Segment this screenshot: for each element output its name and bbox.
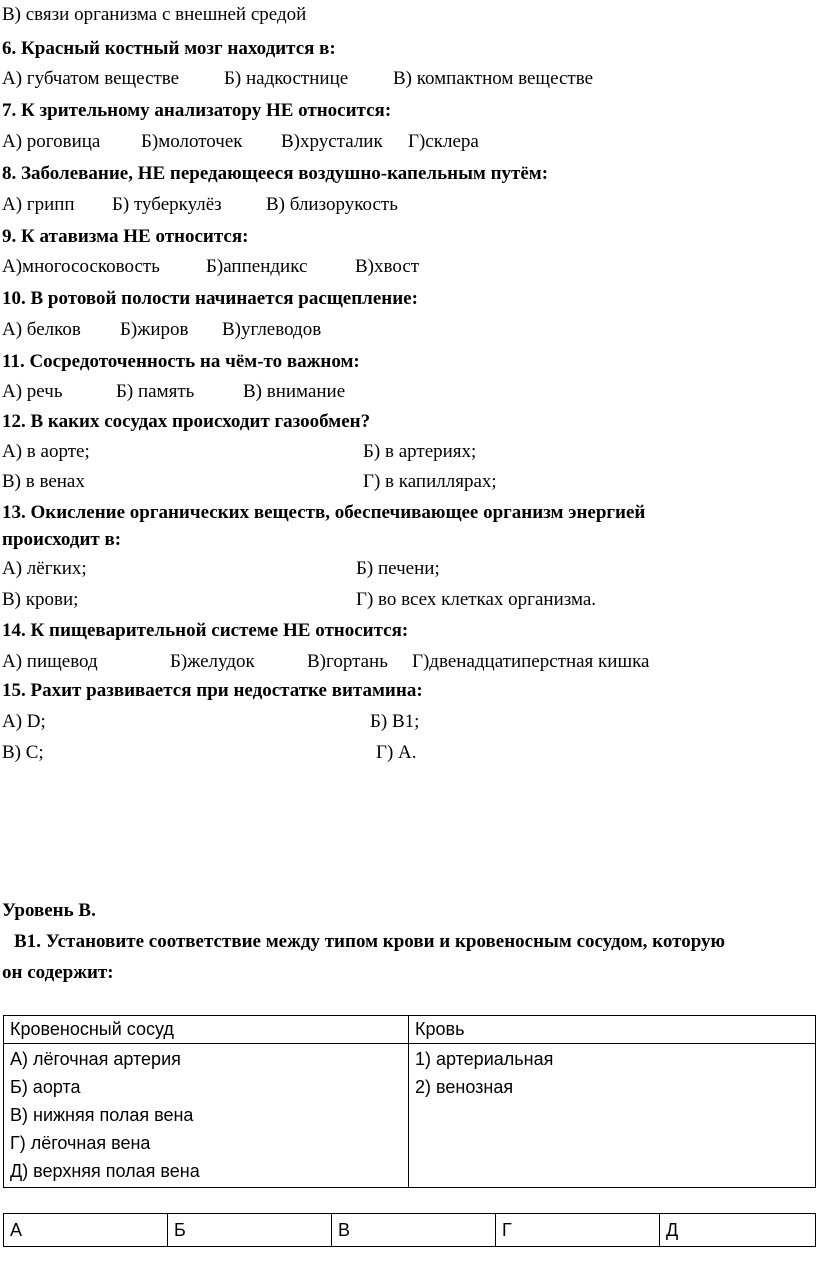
- q9-option-a: А)многососковость: [2, 256, 160, 277]
- q13-option-b: Б) печени;: [356, 558, 440, 579]
- q15-option-a: А) D;: [2, 711, 46, 732]
- q8-option-b: Б) туберкулёз: [112, 194, 222, 215]
- q13-option-c: В) крови;: [2, 589, 79, 610]
- q11-option-a: А) речь: [2, 381, 63, 402]
- blood-list: [409, 1044, 816, 1188]
- question-9: 9. К атавизма НЕ относится:: [2, 226, 249, 247]
- table-header-row: [4, 1016, 816, 1044]
- question-7: 7. К зрительному анализатору НЕ относится:: [2, 100, 392, 121]
- q13-option-d: Г) во всех клетках организма.: [356, 589, 597, 610]
- q7-option-d: Г)склера: [408, 131, 479, 152]
- header-blood: Кровь: [409, 1016, 816, 1044]
- q7-option-c: В)хрусталик: [281, 131, 383, 152]
- answer-option-line: В) связи организма с внешней средой: [2, 4, 307, 25]
- q9-option-b: Б)аппендикс: [206, 256, 308, 277]
- answer-cell-e[interactable]: Д: [660, 1214, 816, 1247]
- answer-cell-c[interactable]: В: [332, 1214, 496, 1247]
- q11-option-b: Б) память: [116, 381, 195, 402]
- question-6: 6. Красный костный мозг находится в:: [2, 38, 336, 59]
- list-item: 2) венозная: [415, 1077, 514, 1097]
- q15-option-b: Б) В1;: [370, 711, 420, 732]
- q12-option-d: Г) в капиллярах;: [363, 471, 497, 492]
- q6-option-c: В) компактном веществе: [393, 68, 594, 89]
- q11-option-c: В) внимание: [243, 381, 346, 402]
- answer-table: [3, 1213, 816, 1247]
- list-item: Д) верхняя полая вена: [10, 1161, 200, 1181]
- question-14: 14. К пищеварительной системе НЕ относится:: [2, 620, 409, 641]
- q10-option-c: В)углеводов: [222, 319, 322, 340]
- list-item: В) нижняя полая вена: [10, 1105, 194, 1125]
- answer-cell-d[interactable]: Г: [496, 1214, 660, 1247]
- q9-option-c: В)хвост: [355, 256, 420, 277]
- question-15: 15. Рахит развивается при недостатке витамина:: [2, 680, 423, 701]
- q6-option-b: Б) надкостнице: [224, 68, 349, 89]
- answer-row: [4, 1214, 816, 1247]
- q14-option-d: Г)двенадцатиперстная кишка: [412, 651, 650, 672]
- q14-option-b: Б)желудок: [170, 651, 255, 672]
- answer-cell-a[interactable]: А: [4, 1214, 168, 1247]
- q8-option-c: В) близорукость: [266, 194, 398, 215]
- section-heading: Уровень В.: [2, 900, 96, 921]
- question-10: 10. В ротовой полости начинается расщепление:: [2, 288, 418, 309]
- q8-option-a: А) грипп: [2, 194, 75, 215]
- question-12: 12. В каких сосудах происходит газообмен?: [2, 411, 371, 432]
- vessel-list: [4, 1044, 409, 1188]
- task-b1: [14, 930, 725, 954]
- q12-option-a: А) в аорте;: [2, 441, 90, 462]
- q15-option-d: Г) А.: [376, 742, 417, 763]
- task-b1-label: В1: [14, 931, 37, 952]
- q6-option-a: А) губчатом веществе: [2, 68, 180, 89]
- q7-option-a: А) роговица: [2, 131, 101, 152]
- q10-option-a: А) белков: [2, 319, 81, 340]
- q15-option-c: В) С;: [2, 742, 44, 763]
- list-item: А) лёгочная артерия: [10, 1049, 181, 1069]
- q14-option-c: В)гортань: [307, 651, 388, 672]
- matching-table: [3, 1015, 816, 1188]
- task-b1-text: . Установите соответствие между типом крови и кровеносным сосудом, которую: [36, 931, 726, 952]
- list-item: 1) артериальная: [415, 1049, 554, 1069]
- question-13-continued: происходит в:: [2, 529, 122, 550]
- question-8: 8. Заболевание, НЕ передающееся воздушно-капельным путём:: [2, 163, 549, 184]
- q12-option-b: Б) в артериях;: [363, 441, 477, 462]
- question-13: 13. Окисление органических веществ, обеспечивающее организм энергией: [2, 502, 646, 523]
- list-item: Г) лёгочная вена: [10, 1133, 151, 1153]
- q14-option-a: А) пищевод: [2, 651, 98, 672]
- list-item: Б) аорта: [10, 1077, 81, 1097]
- q7-option-b: Б)молоточек: [141, 131, 243, 152]
- q10-option-b: Б)жиров: [120, 319, 189, 340]
- q13-option-a: А) лёгких;: [2, 558, 87, 579]
- q12-option-c: В) в венах: [2, 471, 85, 492]
- answer-cell-b[interactable]: Б: [168, 1214, 332, 1247]
- question-11: 11. Сосредоточенность на чём-то важном:: [2, 351, 360, 372]
- header-vessel: Кровеносный сосуд: [4, 1016, 409, 1044]
- table-row: [4, 1044, 816, 1188]
- task-b1-continued: он содержит:: [2, 962, 114, 983]
